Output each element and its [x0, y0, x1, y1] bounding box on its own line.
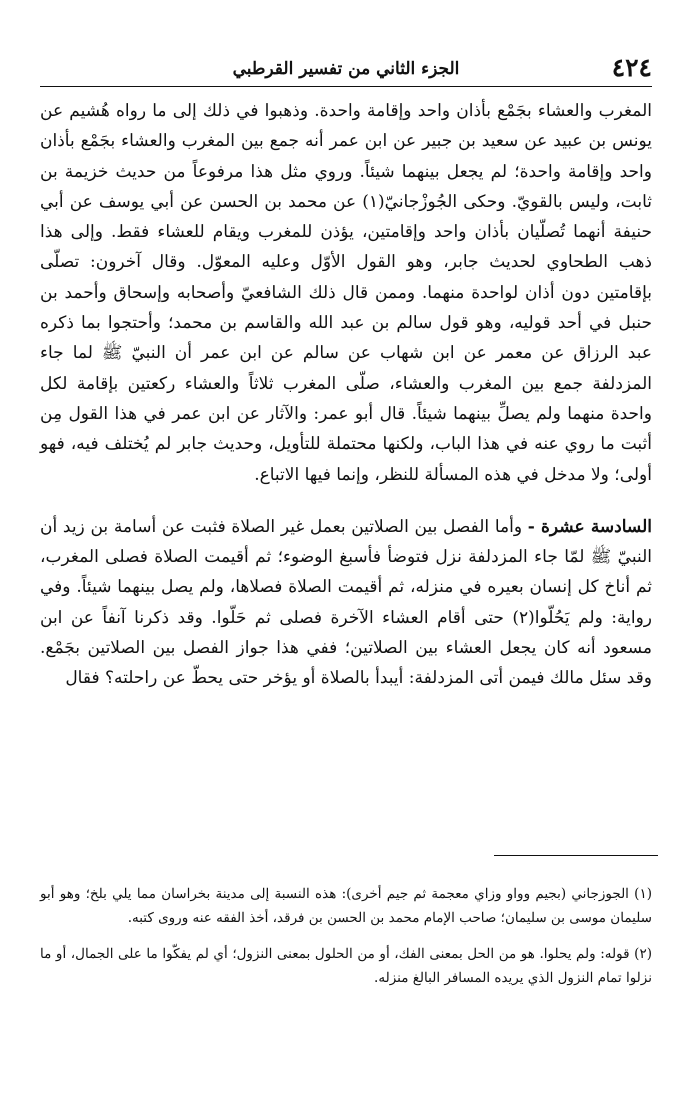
paragraph-2: [40, 512, 652, 694]
page-header: [40, 52, 652, 87]
paragraph-1: المغرب والعشاء بجَمْع بأذان واحد وإقامة واحدة. وذهبوا في ذلك إلى ما رواه هُشيم عن يونس بن عبيد عن سعيد بن جبير عن ابن عمر أنه جمع بين المغرب والعشاء بجَمْع بأذان واحد وإقامة واحدة؛ لم يجعل بينهما شيئاً. وروي مثل هذا مرفوعاً من حديث خزيمة بن ثابت، وليس بالقويّ. وحكى الجُوزْجانيّ(١) عن محمد بن الحسن عن أبي يوسف عن أبي حنيفة أنهما تُصلّيان بأذان واحد وإقامتين، يؤذن للمغرب ويقام للعشاء فقط. وإلى هذا ذهب الطحاوي لحديث جابر، وهو القول الأوّل وعليه المعوّل. وقال آخرون: تصلّى بإقامتين دون أذان لواحدة منهما. وممن قال ذلك الشافعيّ وأصحابه وإسحاق وأحمد بن حنبل في أحد قوليه، وهو قول سالم بن عبد الله والقاسم بن محمد؛ وأحتجوا بما ذكره عبد الرزاق عن معمر عن ابن شهاب عن سالم عن ابن عمر أن النبيّ ﷺ لما جاء المزدلفة جمع بين المغرب والعشاء، صلّى المغرب ثلاثاً والعشاء ركعتين بإقامة لكل واحدة منهما ولم يصلِّ بينهما شيئاً. قال أبو عمر: والآثار عن ابن عمر في هذا القول مِن أثبت ما روي عنه في هذا الباب، ولكنها محتملة للتأويل، وحديث جابر لم يُختلف فيه، فهو أولى؛ ولا مدخل في هذه المسألة للنظر، وإنما فيها الاتباع.: [40, 101, 652, 485]
page-number: ٤٢٤: [611, 53, 652, 82]
footnote-2: (٢) قوله: ولم يحلوا. هو من الحل بمعنى الفك، أو من الحلول بمعنى النزول؛ أي لم يفكّوا ما على الجمال، أو ما نزلوا تمام النزول الذي يريده المسافر البالغ منزله.: [40, 946, 652, 986]
paragraph-2-text: وأما الفصل بين الصلاتين بعمل غير الصلاة فثبت عن أسامة بن زيد أن النبيّ ﷺ لمّا جاء المزدلفة نزل فتوضأ فأسبغ الوضوء؛ ثم أقيمت الصلاة فصلى المغرب، ثم أناخ كل إنسان بعيره في منزله، ثم أقيمت الصلاة فصلاها، ولم يصل بينهما شيئاً. وفي رواية: ولم يَحُلّوا(٢) حتى أقام العشاء الآخرة فصلى ثم حَلّوا. وقد ذكرنا آنفاً عن ابن مسعود أنه كان يجعل العشاء بين الصلاتين؛ ففي هذا جواز الفصل بين الصلاتين بجَمْع. وقد سئل مالك فيمن أتى المزدلفة: أيبدأ بالصلاة أو يؤخر حتى يحطّ عن راحلته؟ فقال: [40, 516, 652, 689]
main-text: [40, 96, 652, 694]
footnotes: [40, 882, 652, 1002]
footnote-divider: [494, 855, 658, 856]
running-title: الجزء الثاني من تفسير القرطبي: [232, 59, 460, 79]
footnote-1: (١) الجوزجاني (بجيم وواو وزاي معجمة ثم جيم أخرى): هذه النسبة إلى مدينة بخراسان مما يلي بلخ؛ وهو أبو سليمان موسى بن سليمان؛ صاحب الإمام محمد بن الحسن بن فرقد، أخذ الفقه عنه وروى كتبه.: [40, 886, 652, 926]
section-lead: السادسة عشرة -: [527, 516, 652, 537]
